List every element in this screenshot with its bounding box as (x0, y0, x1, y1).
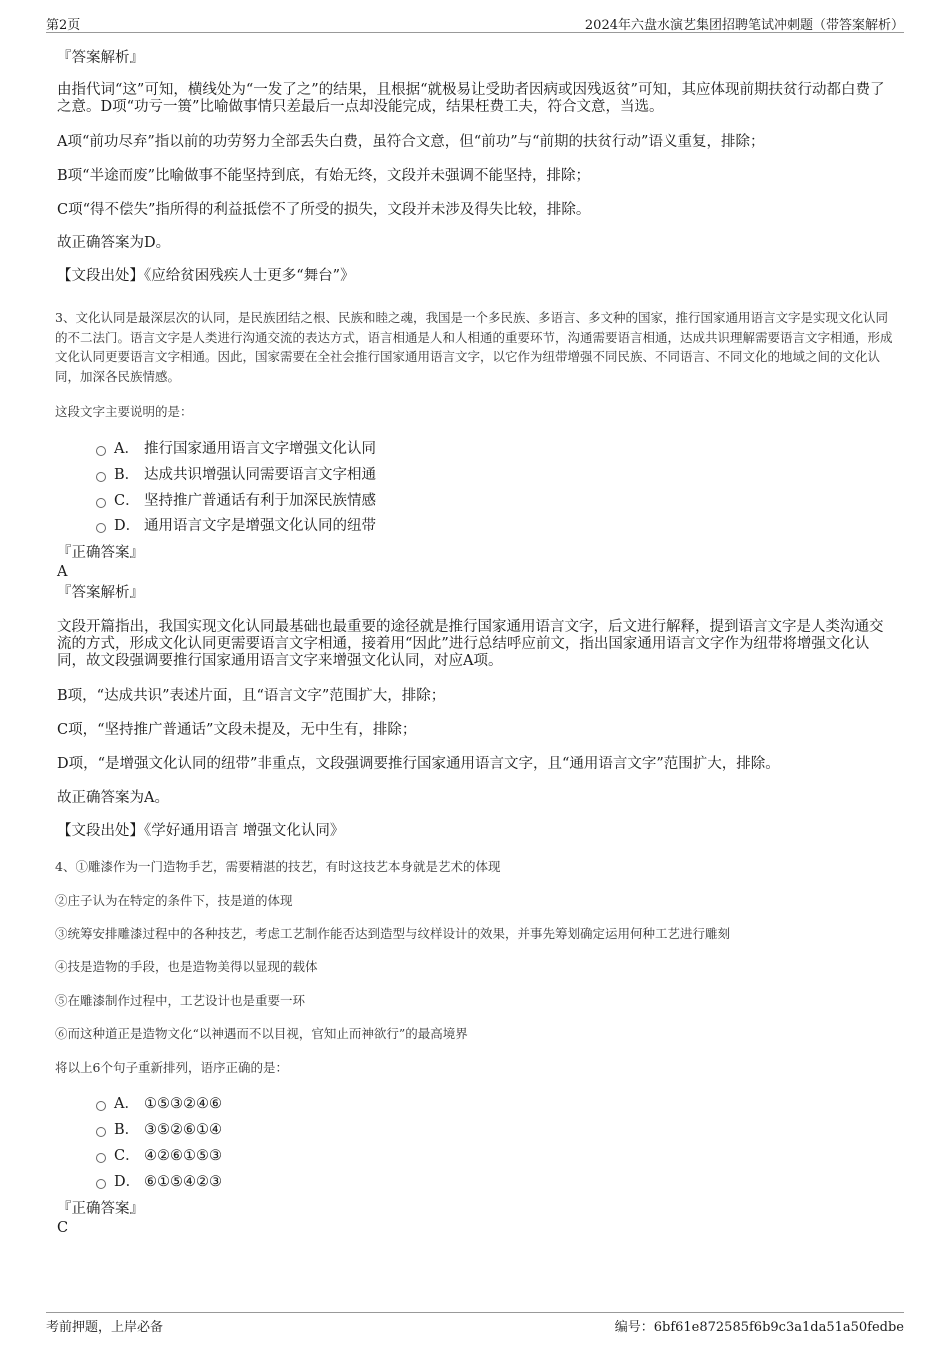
radio-icon[interactable] (96, 1101, 106, 1111)
analysis-label: 『答案解析』 (57, 50, 144, 66)
question-4-option-c[interactable]: C． ④②⑥①⑤③ (96, 1147, 222, 1165)
question-4-sentence-6: ⑥而这种道正是造物文化“以神遇而不以目视，官知止而神欲行”的最高境界 (55, 1026, 468, 1041)
radio-icon[interactable] (96, 1179, 106, 1189)
question-3-stem: 3、文化认同是最深层次的认同，是民族团结之根、民族和睦之魂，我国是一个多民族、多语言、多文种的国家，推行国家通用语言文字是实现文化认同的不二法门。语言文字是人类进行沟通交流的表达方式，语言相通是人和人相通的重要环节，沟通需要语言相通，达成共识理解需要语言文字相通，形成文化认同更要语言文字相通。因此，国家需要在全社会推行国家通用语言文字，以它作为纽带增强不同民族、不同语言、不同文化的地域之间的文化认同，加深各民族情感。 (55, 310, 893, 384)
document-title: 2024年六盘水演艺集团招聘笔试冲刺题（带答案解析） (584, 18, 904, 33)
question-3-option-a[interactable]: A． 推行国家通用语言文字增强文化认同 (96, 440, 376, 458)
question-3-prompt: 这段文字主要说明的是： (55, 404, 193, 419)
conclusion: 故正确答案为A。 (57, 790, 169, 806)
question-4-sentence-5: ⑤在雕漆制作过程中，工艺设计也是重要一环 (55, 993, 306, 1008)
analysis-option-c: C项，“坚持推广普通话”文段未提及，无中生有，排除； (57, 722, 417, 738)
source-citation: 【文段出处】《应给贫困残疾人士更多“舞台”》 (57, 268, 355, 284)
analysis-option-b: B项，“达成共识”表述片面，且“语言文字”范围扩大，排除； (57, 688, 446, 704)
question-4-sentence-4: ④技是造物的手段，也是造物美得以显现的载体 (55, 959, 318, 974)
analysis-paragraph: 文段开篇指出，我国实现文化认同最基础也最重要的途径就是推行国家通用语言文字，后文进行解释，提到语言文字是人类沟通交流的方式，形成文化认同更需要语言文字相通，接着用“因此”进行总结呼应前文，指出国家通用语言文字作为纽带将增强文化认同，故文段强调要推行国家通用语言文字来增强文化认同，对应A项。 (57, 619, 884, 669)
conclusion: 故正确答案为D。 (57, 235, 171, 251)
analysis-option-d: D项，“是增强文化认同的纽带”非重点，文段强调要推行国家通用语言文字，且“通用语言文字”范围扩大，排除。 (57, 756, 780, 772)
answer-label: 『正确答案』 (57, 545, 144, 561)
analysis-option-a: A项“前功尽弃”指以前的功劳努力全部丢失白费，虽符合文意，但“前功”与“前期的扶贫行动”语义重复，排除； (57, 134, 765, 150)
radio-icon[interactable] (96, 523, 106, 533)
question-4-prompt: 将以上6个句子重新排列，语序正确的是： (55, 1060, 288, 1075)
question-4-sentence-3: ③统筹安排雕漆过程中的各种技艺，考虑工艺制作能否达到造型与纹样设计的效果，并事先筹划确定运用何种工艺进行雕刻 (55, 926, 731, 941)
radio-icon[interactable] (96, 498, 106, 508)
radio-icon[interactable] (96, 1153, 106, 1163)
question-3-option-d[interactable]: D． 通用语言文字是增强文化认同的纽带 (96, 517, 376, 535)
page-number: 第2页 (46, 18, 81, 33)
answer-value: A (57, 564, 68, 580)
question-3-option-c[interactable]: C． 坚持推广普通话有利于加深民族情感 (96, 492, 376, 510)
analysis-label: 『答案解析』 (57, 585, 144, 601)
footer-slogan: 考前押题，上岸必备 (46, 1320, 164, 1335)
analysis-option-c: C项“得不偿失”指所得的利益抵偿不了所受的损失，文段并未涉及得失比较，排除。 (57, 202, 591, 218)
document-id: 编号：6bf61e872585f6b9c3a1da51a50fedbe (614, 1320, 904, 1335)
question-4-option-a[interactable]: A． ①⑤③②④⑥ (96, 1095, 222, 1113)
analysis-option-b: B项“半途而废”比喻做事不能坚持到底，有始无终，文段并未强调不能坚持，排除； (57, 168, 590, 184)
question-4-option-d[interactable]: D． ⑥①⑤④②③ (96, 1173, 222, 1191)
answer-value: C (57, 1220, 69, 1236)
question-4-sentence-2: ②庄子认为在特定的条件下，技是道的体现 (55, 893, 293, 908)
radio-icon[interactable] (96, 472, 106, 482)
question-4-option-b[interactable]: B． ③⑤②⑥①④ (96, 1121, 222, 1139)
answer-label: 『正确答案』 (57, 1201, 144, 1217)
page-header (46, 14, 904, 33)
radio-icon[interactable] (96, 446, 106, 456)
source-citation: 【文段出处】《学好通用语言 增强文化认同》 (57, 823, 345, 839)
page-footer (46, 1312, 904, 1335)
analysis-paragraph: 由指代词“这”可知，横线处为“一发了之”的结果，且根据“就极易让受助者因病或因残返贫”可知，其应体现前期扶贫行动都白费了之意。D项“功亏一篑”比喻做事情只差最后一点却没能完成，结果枉费工夫，符合文意，当选。 (57, 82, 885, 115)
question-3-option-b[interactable]: B． 达成共识增强认同需要语言文字相通 (96, 466, 376, 484)
radio-icon[interactable] (96, 1127, 106, 1137)
question-4-sentence-1: 4、①雕漆作为一门造物手艺，需要精湛的技艺，有时这技艺本身就是艺术的体现 (55, 859, 501, 874)
